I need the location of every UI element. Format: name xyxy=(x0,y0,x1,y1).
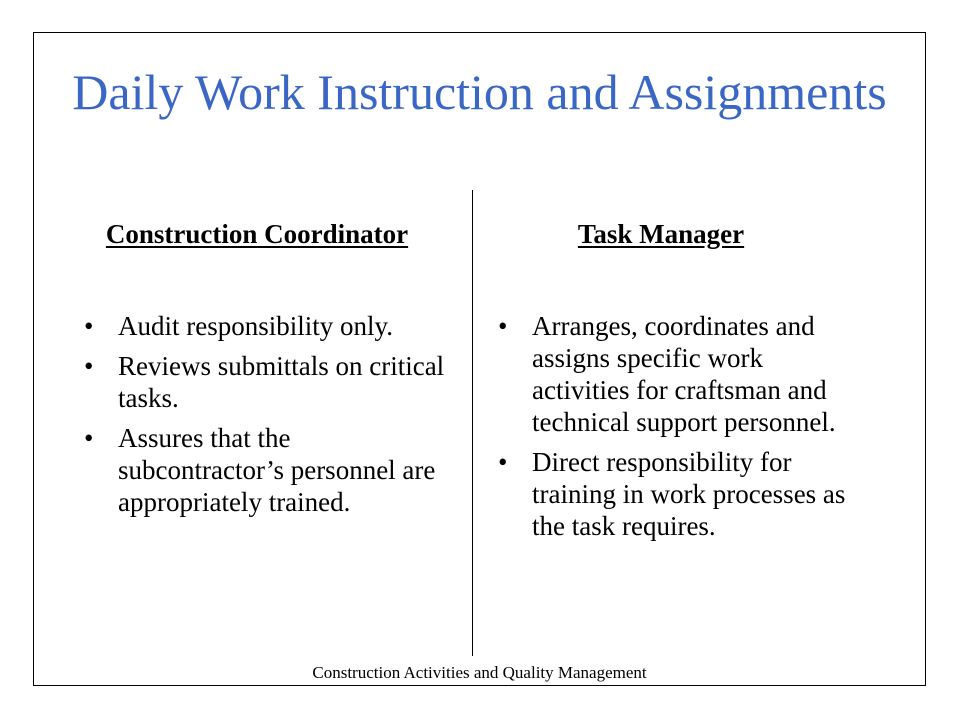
slide-title: Daily Work Instruction and Assignments xyxy=(72,64,887,120)
list-item xyxy=(80,310,450,342)
list-item xyxy=(80,422,450,518)
bullet-text: Assures that the subcontractor’s personnel are appropriately trained. xyxy=(118,423,436,517)
left-column-heading: Construction Coordinator xyxy=(105,219,409,249)
bullet-text: Audit responsibility only. xyxy=(118,311,393,341)
list-item xyxy=(494,310,864,438)
list-item xyxy=(80,350,450,414)
slide-footer: Construction Activities and Quality Management xyxy=(312,663,647,682)
left-bullet-list xyxy=(80,310,450,526)
column-divider xyxy=(472,190,473,656)
right-column xyxy=(494,216,874,541)
list-item xyxy=(494,446,864,542)
bullet-text: Arranges, coordinates and assigns specific work activities for craftsman and technical support personnel. xyxy=(532,311,836,437)
right-bullet-list xyxy=(494,310,864,550)
right-column-heading: Task Manager xyxy=(577,219,745,249)
bullet-icon: • xyxy=(498,447,508,477)
bullet-text: Reviews submittals on critical tasks. xyxy=(118,351,445,413)
bullet-icon: • xyxy=(498,311,508,341)
bullet-icon: • xyxy=(84,423,94,453)
bullet-text: Direct responsibility for training in work processes as the task requires. xyxy=(532,447,846,541)
left-column xyxy=(80,216,460,517)
bullet-icon: • xyxy=(84,311,94,341)
bullet-icon: • xyxy=(84,351,94,381)
